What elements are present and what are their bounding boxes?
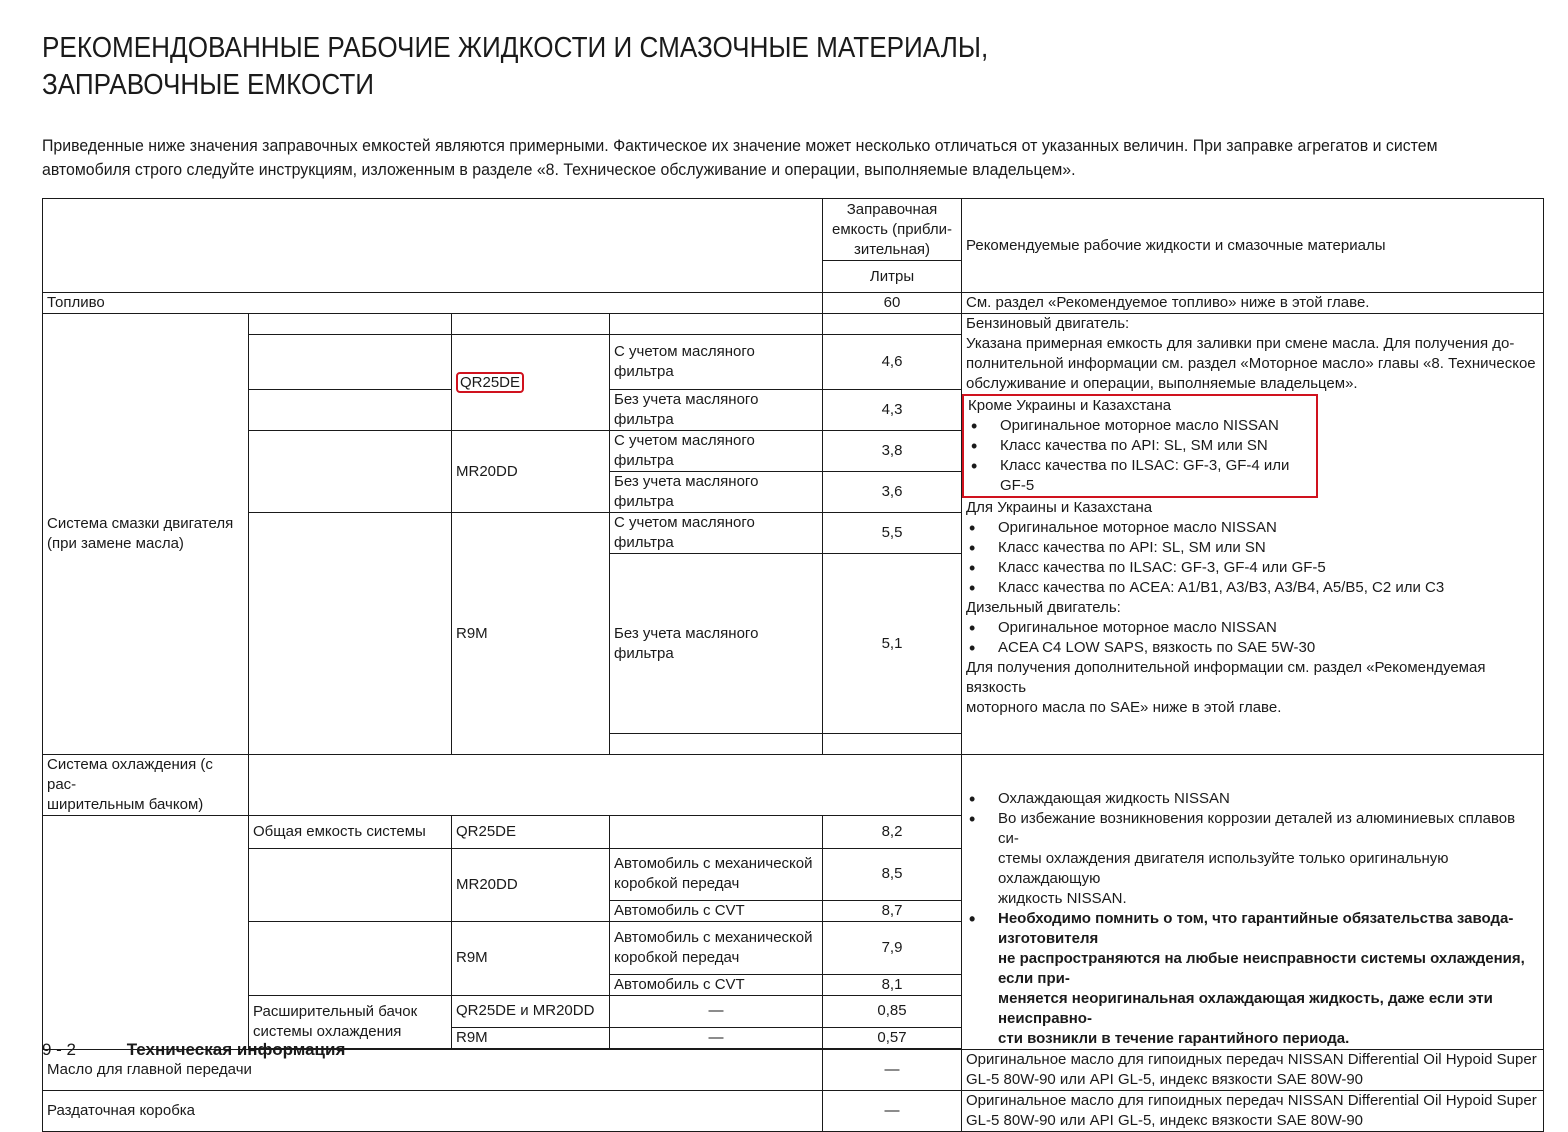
r9m-without-label: Без учета масляного фильтра — [610, 554, 823, 734]
tank-qrmr: QR25DE и MR20DD — [452, 995, 610, 1028]
tank-r9m: R9M — [452, 1028, 610, 1049]
r9m-cvt-label: Автомобиль с CVT — [610, 974, 823, 995]
cooling-rec-line: сти возникли в течение гарантийного периода. — [998, 1030, 1350, 1047]
list-item: • Оригинальное моторное масло NISSAN — [968, 416, 1312, 436]
final-drive-value: — — [823, 1050, 962, 1091]
cooling-rec — [962, 755, 1544, 1050]
table-header-row — [43, 199, 1544, 261]
empty-cell — [823, 734, 962, 755]
qr-without-value: 4,3 — [823, 390, 962, 431]
cooling-rec-line: не распространяются на любые неисправности системы охлаждения, если при- — [998, 950, 1525, 987]
cooling-total-label: Общая емкость системы — [249, 816, 452, 849]
mr-with-value: 3,8 — [823, 431, 962, 472]
transfer-label: Раздаточная коробка — [43, 1091, 823, 1132]
empty-cell — [249, 314, 452, 335]
transfer-rec-l1: Оригинальное масло для гипоидных передач NISSAN Differential Oil Hypoid Super — [966, 1092, 1537, 1109]
lube-rec — [962, 314, 1544, 755]
empty-cell — [249, 431, 452, 513]
r9m-cvt-value: 8,1 — [823, 974, 962, 995]
cooling-rec-line: • Необходимо помнить о том, что гарантийные обязательства завода-изготовителя — [998, 910, 1514, 947]
empty-cell — [249, 922, 452, 996]
lube-label — [43, 314, 249, 755]
qr-with-value: 4,6 — [823, 335, 962, 390]
qr25de-highlight: QR25DE — [456, 372, 524, 393]
intro-paragraph — [42, 134, 1542, 182]
section-title: Техническая информация — [126, 1040, 346, 1059]
lube-rec-note: Указана примерная емкость для заливки при смене масла. Для получения до- — [966, 335, 1515, 352]
manual-l1: Автомобиль с механической — [614, 855, 813, 873]
list-item: • Класс качества по API: SL, SM или SN — [966, 538, 1539, 558]
final-drive-rec — [962, 1050, 1544, 1091]
cooling-rec-line: стемы охлаждения двигателя используйте только оригинальную охлаждающую — [998, 850, 1449, 887]
header-capacity — [823, 199, 962, 261]
manual-l2: коробкой передач — [614, 948, 740, 966]
mr-cvt-value: 8,7 — [823, 901, 962, 922]
r9m-with-value: 5,5 — [823, 513, 962, 554]
cooling-r9m: R9M — [452, 922, 610, 996]
lube-rec-more: Для получения дополнительной информации см. раздел «Рекомендуемая вязкость — [966, 659, 1486, 696]
diesel-title: Дизельный двигатель: — [966, 599, 1121, 616]
fuel-rec: См. раздел «Рекомендуемое топливо» ниже в этой главе. — [962, 293, 1544, 314]
tank-label-l1: Расширительный бачок — [253, 1002, 418, 1020]
tank-r9m-value: 0,57 — [823, 1028, 962, 1049]
list-item: • Класс качества по ILSAC: GF-3, GF-4 или GF-5 — [966, 558, 1539, 578]
header-capacity-l3: зительная) — [853, 240, 931, 258]
cooling-label-l2: ширительным бачком) — [47, 796, 204, 813]
cooling-qr-value: 8,2 — [823, 816, 962, 849]
ukr-list — [966, 518, 1539, 598]
header-empty-cell — [43, 199, 823, 293]
lube-label-l1: Система смазки двигателя — [47, 515, 234, 532]
tank-dash: — — [610, 995, 823, 1028]
list-item — [966, 909, 1539, 1049]
list-item — [966, 809, 1539, 909]
cooling-rec-line: жидкость NISSAN. — [998, 890, 1127, 907]
mr-cvt-label: Автомобиль с CVT — [610, 901, 823, 922]
empty-cell — [610, 816, 823, 849]
qr-with-label: С учетом масляного фильтра — [610, 335, 823, 390]
intro-line2: автомобиля строго следуйте инструкциям, изложенным в разделе «8. Техническое обслуживание и операции, выполняемые владельцем». — [42, 160, 1076, 179]
r9m-with-label: С учетом масляного фильтра — [610, 513, 823, 554]
tank-dash: — — [610, 1028, 823, 1049]
lube-rec-petrol: Бензиновый двигатель: — [966, 315, 1130, 332]
mr-without-label: Без учета масляного фильтра — [610, 472, 823, 513]
cooling-qr25de: QR25DE — [452, 816, 610, 849]
manual-l2: коробкой передач — [614, 875, 740, 893]
final-drive-rec-l1: Оригинальное масло для гипоидных передач NISSAN Differential Oil Hypoid Super — [966, 1051, 1537, 1068]
cooling-rec-line: меняется неоригинальная охлаждающая жидкость, даже если эти неисправно- — [998, 990, 1493, 1027]
list-item: • Оригинальное моторное масло NISSAN — [966, 618, 1539, 638]
transfer-rec-l2: GL-5 80W-90 или API GL-5, индекс вязкости SAE 80W-90 — [966, 1112, 1364, 1129]
final-drive-rec-l2: GL-5 80W-90 или API GL-5, индекс вязкости SAE 80W-90 — [966, 1071, 1364, 1088]
qr-without-label: Без учета масляного фильтра — [610, 390, 823, 431]
empty-cell — [452, 314, 610, 335]
cooling-label-l1: Система охлаждения (с рас- — [47, 756, 213, 793]
highlight-box — [962, 394, 1318, 498]
empty-cell — [823, 314, 962, 335]
manual-l1: Автомобиль с механической — [614, 928, 813, 946]
lube-engine-mr20dd: MR20DD — [452, 431, 610, 513]
transfer-value: — — [823, 1091, 962, 1132]
r9m-manual-label — [610, 922, 823, 975]
list-item: • Класс качества по API: SL, SM или SN — [968, 436, 1312, 456]
mr-manual-label — [610, 848, 823, 901]
table-row-fuel — [43, 293, 1544, 314]
table-row-cooling — [43, 755, 1544, 816]
lube-label-l2: (при замене масла) — [47, 535, 184, 552]
lube-engine-qr25de — [452, 335, 610, 431]
lube-rec-note: обслуживание и операции, выполняемые владельцем». — [966, 375, 1358, 392]
cooling-list — [966, 789, 1539, 1049]
tank-qrmr-value: 0,85 — [823, 995, 962, 1028]
fuel-label: Топливо — [43, 293, 823, 314]
table-row-lube — [43, 314, 1544, 335]
list-item: • Класс качества по ACEA: A1/B1, A3/B3, A3/B4, A5/B5, C2 или C3 — [966, 578, 1539, 598]
lube-rec-note: полнительной информации см. раздел «Моторное масло» главы «8. Техническое — [966, 355, 1536, 372]
r9m-without-value: 5,1 — [823, 554, 962, 734]
r9m-manual-value: 7,9 — [823, 922, 962, 975]
cooling-rec-line: • Во избежание возникновения коррозии деталей из алюминиевых сплавов си- — [998, 810, 1516, 847]
empty-cell — [43, 816, 249, 1050]
list-item: • Оригинальное моторное масло NISSAN — [966, 518, 1539, 538]
list-item: • ACEA C4 LOW SAPS, вязкость по SAE 5W-30 — [966, 638, 1539, 658]
fuel-value: 60 — [823, 293, 962, 314]
empty-cell — [610, 734, 823, 755]
header-capacity-l1: Заправочная — [846, 200, 938, 218]
mr-with-label: С учетом масляного фильтра — [610, 431, 823, 472]
intro-line1: Приведенные ниже значения заправочных емкостей являются примерными. Фактическое их значение может несколько отличаться от указанных величин. При заправке агрегатов и систем — [42, 136, 1438, 155]
empty-cell — [249, 848, 452, 922]
capacities-table — [42, 198, 1544, 1132]
mr-without-value: 3,6 — [823, 472, 962, 513]
page-title — [42, 30, 988, 104]
empty-cell — [249, 390, 452, 431]
cooling-label — [43, 755, 249, 816]
final-drive-label: Масло для главной передачи — [43, 1050, 823, 1091]
empty-cell — [249, 335, 452, 390]
ukr-title: Для Украины и Казахстана — [966, 499, 1153, 516]
cooling-mr20dd: MR20DD — [452, 848, 610, 922]
tank-label-l2: системы охлаждения — [253, 1022, 402, 1040]
mr-manual-value: 8,5 — [823, 848, 962, 901]
lube-engine-r9m: R9M — [452, 513, 610, 755]
header-liters: Литры — [823, 261, 962, 293]
except-list — [968, 416, 1312, 496]
table-row-transfer — [43, 1091, 1544, 1132]
header-recommended: Рекомендуемые рабочие жидкости и смазочные материалы — [962, 199, 1544, 293]
page-title-line2: ЗАПРАВОЧНЫЕ ЕМКОСТИ — [42, 69, 375, 101]
except-title: Кроме Украины и Казахстана — [968, 397, 1172, 414]
transfer-rec — [962, 1091, 1544, 1132]
empty-cell — [249, 755, 962, 816]
page-title-line1: РЕКОМЕНДОВАННЫЕ РАБОЧИЕ ЖИДКОСТИ И СМАЗОЧНЫЕ МАТЕРИАЛЫ, — [42, 32, 989, 64]
diesel-list — [966, 618, 1539, 658]
list-item: • Класс качества по ILSAC: GF-3, GF-4 или GF-5 — [968, 456, 1312, 496]
empty-cell — [610, 314, 823, 335]
list-item: • Охлаждающая жидкость NISSAN — [966, 789, 1539, 809]
page-number: 9 - 2 — [42, 1040, 77, 1059]
page-footer — [42, 1040, 345, 1060]
empty-cell — [249, 513, 452, 755]
header-capacity-l2: емкость (прибли- — [832, 220, 952, 238]
lube-rec-more: моторного масла по SAE» ниже в этой главе. — [966, 699, 1282, 716]
